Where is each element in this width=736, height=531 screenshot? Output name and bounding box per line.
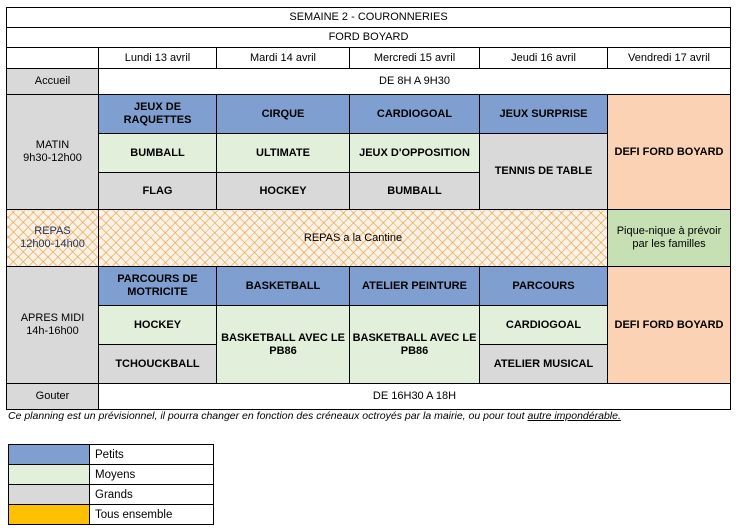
- matin-lundi-petits: JEUX DE RAQUETTES: [99, 95, 217, 134]
- day-header-vendredi: Vendredi 17 avril: [608, 48, 731, 69]
- legend-row-petits: [9, 445, 214, 465]
- apresmidi-hours: 14h-16h00: [26, 325, 79, 337]
- gouter-label: Gouter: [7, 384, 99, 410]
- matin-jeudi-petits: JEUX SURPRISE: [480, 95, 608, 134]
- repas-row: [7, 210, 731, 267]
- planning-table: [6, 7, 731, 410]
- legend-swatch-grands: [9, 485, 90, 505]
- apresmidi-mardi-petits: BASKETBALL: [217, 267, 350, 306]
- apresmidi-label-text: APRES MIDI: [20, 312, 85, 325]
- accueil-text: DE 8H A 9H30: [99, 69, 731, 95]
- matin-lundi-grands: FLAG: [99, 173, 217, 210]
- matin-mardi-petits: CIRQUE: [217, 95, 350, 134]
- legend-swatch-tous: [9, 505, 90, 525]
- matin-lundi-moyens: BUMBALL: [99, 134, 217, 173]
- matin-row-1: [7, 95, 731, 134]
- legend-swatch-petits: [9, 445, 90, 465]
- day-header-jeudi: Jeudi 16 avril: [480, 48, 608, 69]
- matin-vendredi-all: DEFI FORD BOYARD: [608, 95, 731, 210]
- repas-hours: 12h00-14h00: [20, 238, 85, 250]
- gouter-text: DE 16H30 A 18H: [99, 384, 731, 410]
- apresmidi-mercredi-moyens: BASKETBALL AVEC LE PB86: [350, 306, 480, 384]
- footer-note-underlined: autre impondérable.: [527, 410, 621, 422]
- day-header-mardi: Mardi 14 avril: [217, 48, 350, 69]
- legend-label-tous: Tous ensemble: [90, 505, 214, 525]
- legend-label-petits: Petits: [90, 445, 214, 465]
- footer-note-part1: Ce planning est un prévisionnel, il pourra changer en fonction des créneaux octroyés par la mairie, ou pour tout: [8, 410, 528, 422]
- apresmidi-jeudi-moyens: CARDIOGOAL: [480, 306, 608, 345]
- matin-mardi-moyens: ULTIMATE: [217, 134, 350, 173]
- matin-mardi-grands: HOCKEY: [217, 173, 350, 210]
- matin-mercredi-moyens: JEUX D'OPPOSITION: [350, 134, 480, 173]
- day-header-mercredi: Mercredi 15 avril: [350, 48, 480, 69]
- apresmidi-vendredi-all: DEFI FORD BOYARD: [608, 267, 731, 384]
- apresmidi-label: [7, 267, 99, 384]
- title-row-2: [7, 28, 731, 48]
- legend-table: [8, 444, 214, 525]
- repas-cantine: REPAS a la Cantine: [99, 210, 608, 267]
- footer-note: [8, 410, 621, 422]
- legend-row-tous: [9, 505, 214, 525]
- title-row-1: [7, 8, 731, 28]
- apresmidi-row-1: [7, 267, 731, 306]
- apresmidi-mercredi-petits: ATELIER PEINTURE: [350, 267, 480, 306]
- legend-label-grands: Grands: [90, 485, 214, 505]
- legend-row-grands: [9, 485, 214, 505]
- repas-label-text: REPAS: [34, 225, 71, 238]
- day-header-row: [7, 48, 731, 69]
- repas-label: [7, 210, 99, 267]
- matin-jeudi-grands: TENNIS DE TABLE: [480, 134, 608, 210]
- matin-label: [7, 95, 99, 210]
- apresmidi-lundi-petits: PARCOURS DE MOTRICITE: [99, 267, 217, 306]
- apresmidi-lundi-grands: TCHOUCKBALL: [99, 345, 217, 384]
- gouter-row: [7, 384, 731, 410]
- legend-swatch-moyens: [9, 465, 90, 485]
- header-line2: FORD BOYARD: [7, 28, 731, 48]
- day-header-lundi: Lundi 13 avril: [99, 48, 217, 69]
- legend-label-moyens: Moyens: [90, 465, 214, 485]
- corner-cell: [7, 48, 99, 69]
- accueil-row: [7, 69, 731, 95]
- matin-mercredi-grands: BUMBALL: [350, 173, 480, 210]
- matin-label-text: MATIN: [35, 139, 70, 152]
- legend-row-moyens: [9, 465, 214, 485]
- apresmidi-lundi-moyens: HOCKEY: [99, 306, 217, 345]
- repas-pique-nique: Pique-nique à prévoir par les familles: [608, 210, 731, 267]
- matin-hours: 9h30-12h00: [23, 152, 82, 164]
- accueil-label: Accueil: [7, 69, 99, 95]
- apresmidi-jeudi-grands: ATELIER MUSICAL: [480, 345, 608, 384]
- header-line1: SEMAINE 2 - COURONNERIES: [7, 8, 731, 28]
- matin-mercredi-petits: CARDIOGOAL: [350, 95, 480, 134]
- apresmidi-mardi-moyens: BASKETBALL AVEC LE PB86: [217, 306, 350, 384]
- apresmidi-jeudi-petits: PARCOURS: [480, 267, 608, 306]
